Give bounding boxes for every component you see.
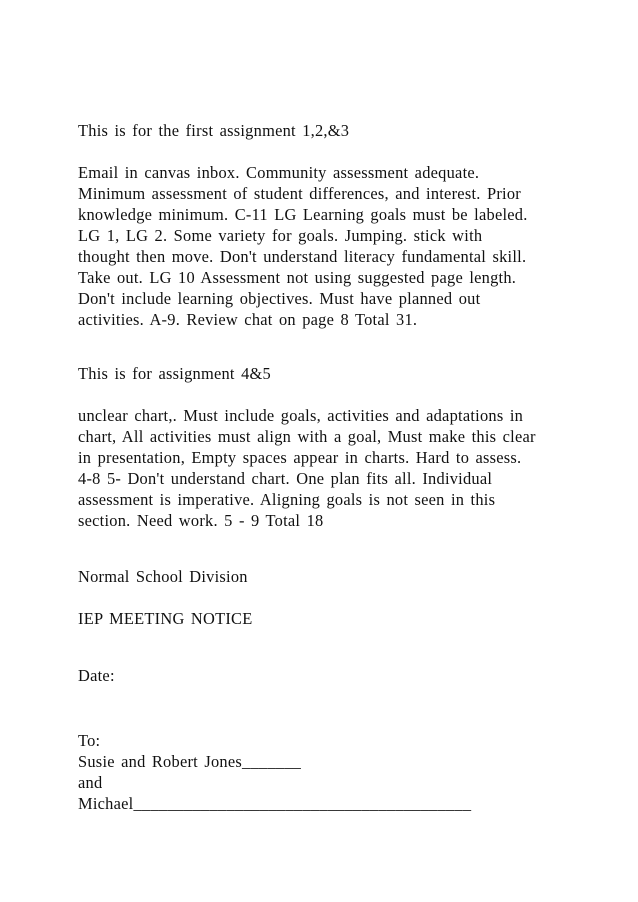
to-label: To: bbox=[78, 731, 101, 750]
section2-heading: This is for assignment 4&5 bbox=[78, 364, 271, 383]
date-label: Date: bbox=[78, 666, 115, 685]
and-word: and bbox=[78, 773, 103, 792]
section2-line: assessment is imperative. Aligning goals is not seen in this bbox=[78, 490, 496, 509]
section1-line: Don't include learning objectives. Must have planned out bbox=[78, 289, 481, 308]
section1-line: activities. A-9. Review chat on page 8 Total 31. bbox=[78, 310, 418, 329]
section1-line: Take out. LG 10 Assessment not using suggested page length. bbox=[78, 268, 517, 287]
section2-line: section. Need work. 5 - 9 Total 18 bbox=[78, 511, 324, 530]
section2-line: 4-8 5- Don't understand chart. One plan fits all. Individual bbox=[78, 469, 493, 488]
section1-line: Email in canvas inbox. Community assessment adequate. bbox=[78, 163, 480, 182]
section1-line: knowledge minimum. C-11 LG Learning goals must be labeled. bbox=[78, 205, 528, 224]
recipient-line: Susie and Robert Jones_______ bbox=[78, 752, 302, 771]
notice-title: IEP MEETING NOTICE bbox=[78, 609, 253, 628]
section2-line: unclear chart,. Must include goals, activities and adaptations in bbox=[78, 406, 524, 425]
section1-line: thought then move. Don't understand literacy fundamental skill. bbox=[78, 247, 527, 266]
section1-line: LG 1, LG 2. Some variety for goals. Jumping. stick with bbox=[78, 226, 483, 245]
division-title: Normal School Division bbox=[78, 567, 248, 586]
section1-heading: This is for the first assignment 1,2,&3 bbox=[78, 121, 350, 140]
section2-line: in presentation, Empty spaces appear in charts. Hard to assess. bbox=[78, 448, 522, 467]
section1-line: Minimum assessment of student differences, and interest. Prior bbox=[78, 184, 521, 203]
section2-line: chart, All activities must align with a goal, Must make this clear bbox=[78, 427, 536, 446]
recipient-line: Michael________________________________________ bbox=[78, 794, 472, 813]
